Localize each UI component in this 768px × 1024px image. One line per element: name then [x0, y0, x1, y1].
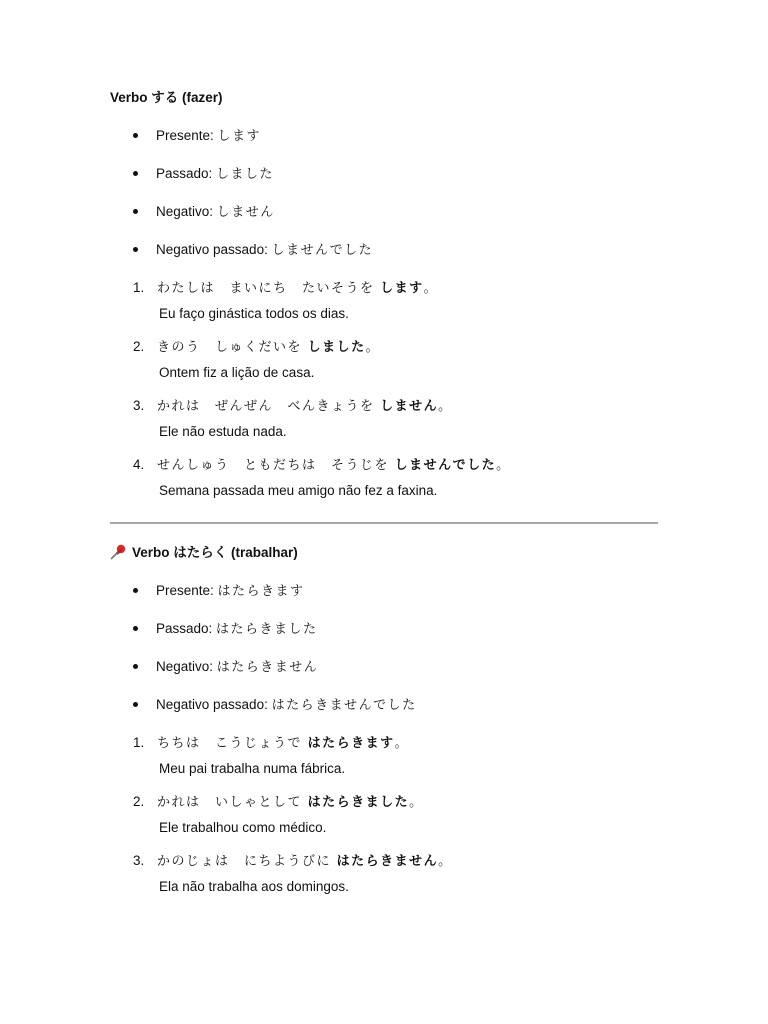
form-item: Negativo passado: しませんでした: [133, 241, 373, 260]
example-translation: Ele não estuda nada.: [159, 424, 287, 439]
example-item: 2. かれは いしゃとして はたらきました。 Ele trabalhou como médico.: [133, 794, 424, 835]
example-translation: Meu pai trabalha numa fábrica.: [159, 761, 346, 776]
horizontal-divider: [110, 522, 658, 524]
example-item: 1. ちちは こうじょうで はたらきます。 Meu pai trabalha numa fábrica.: [133, 735, 410, 776]
example-item: 4. せんしゅう ともだちは そうじを しませんでした。 Semana passada meu amigo não fez a faxina.: [133, 457, 511, 498]
form-item: Negativo: はたらきません: [133, 658, 318, 677]
bullet-icon: [133, 588, 138, 593]
pushpin-icon: [110, 544, 128, 560]
example-translation: Ele trabalhou como médico.: [159, 820, 327, 835]
bullet-icon: [133, 626, 138, 631]
section-heading-hataraku: Verbo はたらく (trabalhar): [110, 544, 298, 562]
form-item: Presente: します: [133, 127, 261, 146]
bullet-icon: [133, 664, 138, 669]
example-item: 1. わたしは まいにち たいそうを します。 Eu faço ginástica todos os dias.: [133, 280, 439, 321]
example-item: 3. かのじょは にちようびに はたらきません。 Ela não trabalha aos domingos.: [133, 853, 453, 894]
bullet-icon: [133, 171, 138, 176]
bullet-icon: [133, 247, 138, 252]
example-translation: Ela não trabalha aos domingos.: [159, 879, 349, 894]
example-translation: Semana passada meu amigo não fez a faxina.: [159, 483, 438, 498]
bullet-icon: [133, 702, 138, 707]
form-item: Negativo: しません: [133, 203, 275, 222]
example-item: 3. かれは ぜんぜん べんきょうを しません。 Ele não estuda nada.: [133, 398, 453, 439]
bullet-icon: [133, 133, 138, 138]
example-item: 2. きのう しゅくだいを しました。 Ontem fiz a lição de casa.: [133, 339, 381, 380]
example-translation: Ontem fiz a lição de casa.: [159, 365, 315, 380]
example-translation: Eu faço ginástica todos os dias.: [159, 306, 349, 321]
form-item: Presente: はたらきます: [133, 582, 305, 601]
bullet-icon: [133, 209, 138, 214]
form-item: Passado: しました: [133, 165, 274, 184]
form-item: Negativo passado: はたらきませんでした: [133, 696, 417, 715]
form-item: Passado: はたらきました: [133, 620, 318, 639]
section-heading-suru: Verbo する (fazer): [110, 90, 223, 106]
